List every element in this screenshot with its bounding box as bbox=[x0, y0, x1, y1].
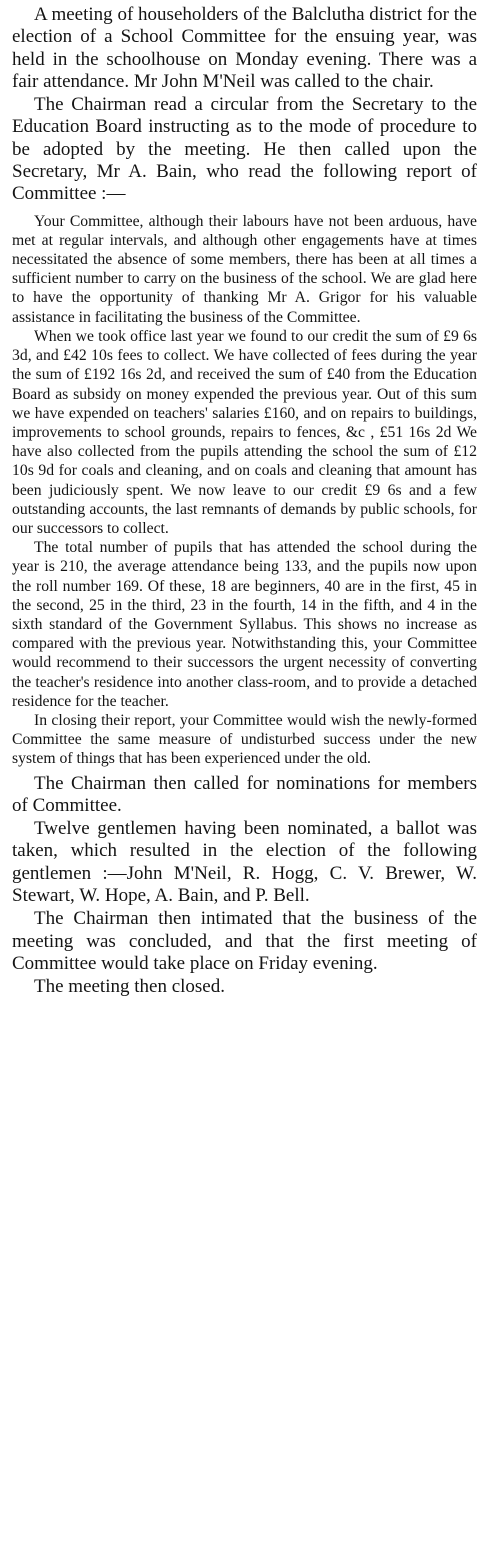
closing-paragraph: Twelve gentlemen having been nominated, a ballot was taken, which resulted in the election of the following gentlemen :—John M'Neil, R. Hogg, C. V. Brewer, W. Stewart, W. Hope, A. Bain, and P. Bell. bbox=[12, 818, 477, 907]
closing-paragraph: The Chairman then intimated that the business of the meeting was concluded, and that the first meeting of Committee would take place on Friday evening. bbox=[12, 908, 477, 974]
report-paragraph: Your Committee, although their labours have not been arduous, have met at regular intervals, and although other engagements have at times necessitated the absence of some members, there has been at all times a sufficient number to carry on the business of the school. We are glad here to have the opportunity of thanking Mr A. Grigor for his valuable assistance in facilitating the business of the Committee. bbox=[12, 212, 477, 326]
intro-paragraph: A meeting of householders of the Balclutha district for the election of a School Committee for the ensuing year, was held in the schoolhouse on Monday evening. There was a fair attendance. Mr John M'Neil was called to the chair. bbox=[12, 4, 477, 92]
closing-paragraph: The meeting then closed. bbox=[34, 976, 225, 998]
report-paragraph: When we took office last year we found to our credit the sum of £9 6s 3d, and £42 10s fees to collect. We have collected of fees during the year the sum of £192 16s 2d, and received the sum of £40 from the Education Board as subsidy on money expended the previous year. Out of this sum we have expended on teachers' salaries £160, and on repairs to buildings, improvements to school grounds, repairs to fences, &c , £51 16s 2d We have also collected from the pupils attending the school the sum of £12 10s 9d for coals and cleaning, and on coals and cleaning that amount has been judiciously spent. We now leave to our credit £9 6s and a few outstanding accounts, the last remnants of demands by public schools, for our successors to collect. bbox=[12, 327, 477, 537]
closing-paragraph: The Chairman then called for nominations for members of Committee. bbox=[12, 772, 477, 816]
committee-report bbox=[12, 212, 477, 769]
report-paragraph: In closing their report, your Committee would wish the newly-formed Committee the same measure of undisturbed success under the new system of things that has been experienced under the old. bbox=[12, 711, 477, 768]
intro-paragraph: The Chairman read a circular from the Secretary to the Education Board instructing as to the mode of procedure to be adopted by the meeting. He then called upon the Secretary, Mr A. Bain, who read the following report of Committee :— bbox=[12, 94, 477, 205]
report-paragraph: The total number of pupils that has attended the school during the year is 210, the average attendance being 133, and the pupils now upon the roll number 169. Of these, 18 are beginners, 40 are in the first, 45 in the second, 25 in the third, 23 in the fourth, 14 in the fifth, and 4 in the sixth standard of the Government Syllabus. This shows no increase as compared with the previous year. Notwithstanding this, your Committee would recommend to their successors the urgent necessity of converting the teacher's residence into another class-room, and to provide a detached residence for the teacher. bbox=[12, 539, 477, 710]
